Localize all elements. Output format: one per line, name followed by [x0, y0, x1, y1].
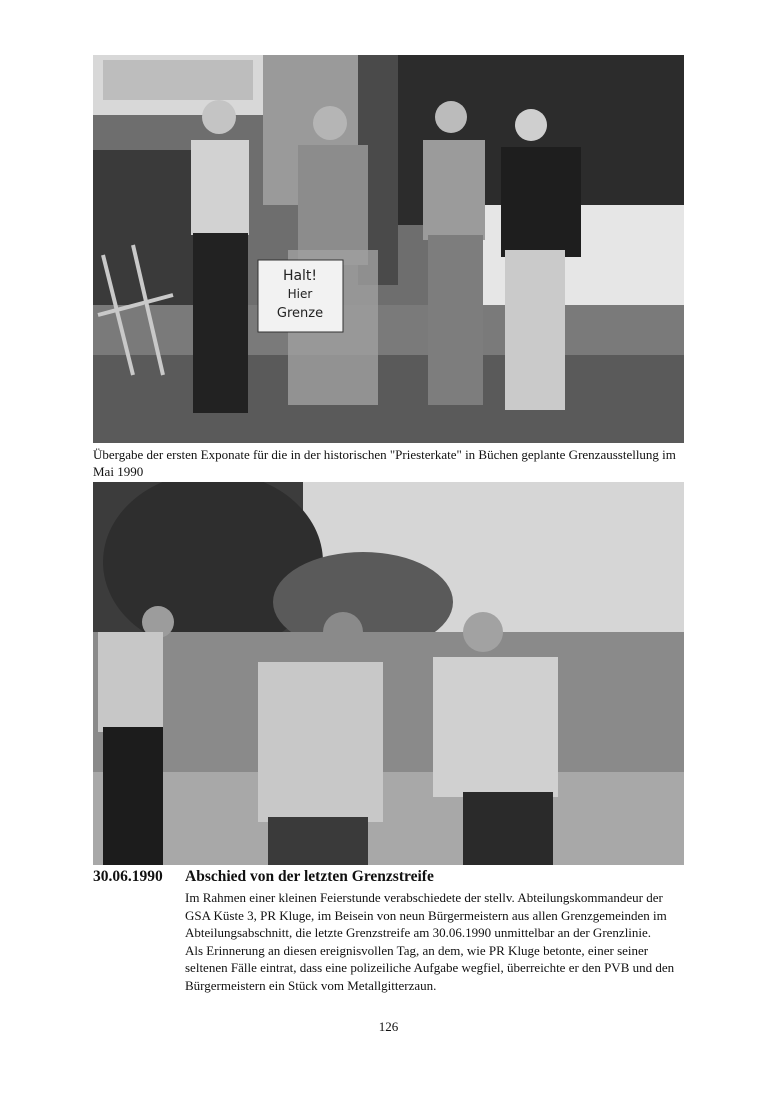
- photo-caption: Übergabe der ersten Exponate für die in der historischen "Priesterkate" in Büchen geplante Grenzausstellung im Mai 1990: [93, 447, 676, 479]
- sign-line-2: Hier: [287, 287, 313, 301]
- section-date: 30.06.1990: [93, 868, 163, 885]
- section-title: Abschied von der letzten Grenzstreife: [185, 868, 434, 885]
- page-number: 126: [378, 1019, 399, 1034]
- photo-handover-exhibits-image: [93, 55, 684, 443]
- body-paragraph: Als Erinnerung an diesen ereignisvollen Tag, an dem, wie PR Kluge betonte, einer seiner seltenen Fälle eintrat, dass eine polizeiliche Aufgabe wegfiel, überreichte er den PVB und den Bürgermeistern ein Stück vom Metallgitterzaun.: [185, 942, 675, 993]
- sign-line-1: Halt!: [282, 268, 318, 284]
- body-paragraph: Im Rahmen einer kleinen Feierstunde verabschiedete der stellv. Abteilungskommandeur der GSA Küste 3, PR Kluge, im Beisein von neun Bürgermeistern aus allen Grenzgemeinden im Abteilungsabschnitt, die letzte Grenzstreife am 30.06.1990 unmittelbar an der Grenzlinie.: [185, 890, 667, 941]
- sign-line-3: Grenze: [276, 306, 324, 321]
- photo-last-border-patrol-image: [93, 482, 684, 865]
- photo-handover-exhibits: [93, 55, 684, 443]
- photo-last-border-patrol: [93, 482, 684, 865]
- section-body: [185, 889, 685, 995]
